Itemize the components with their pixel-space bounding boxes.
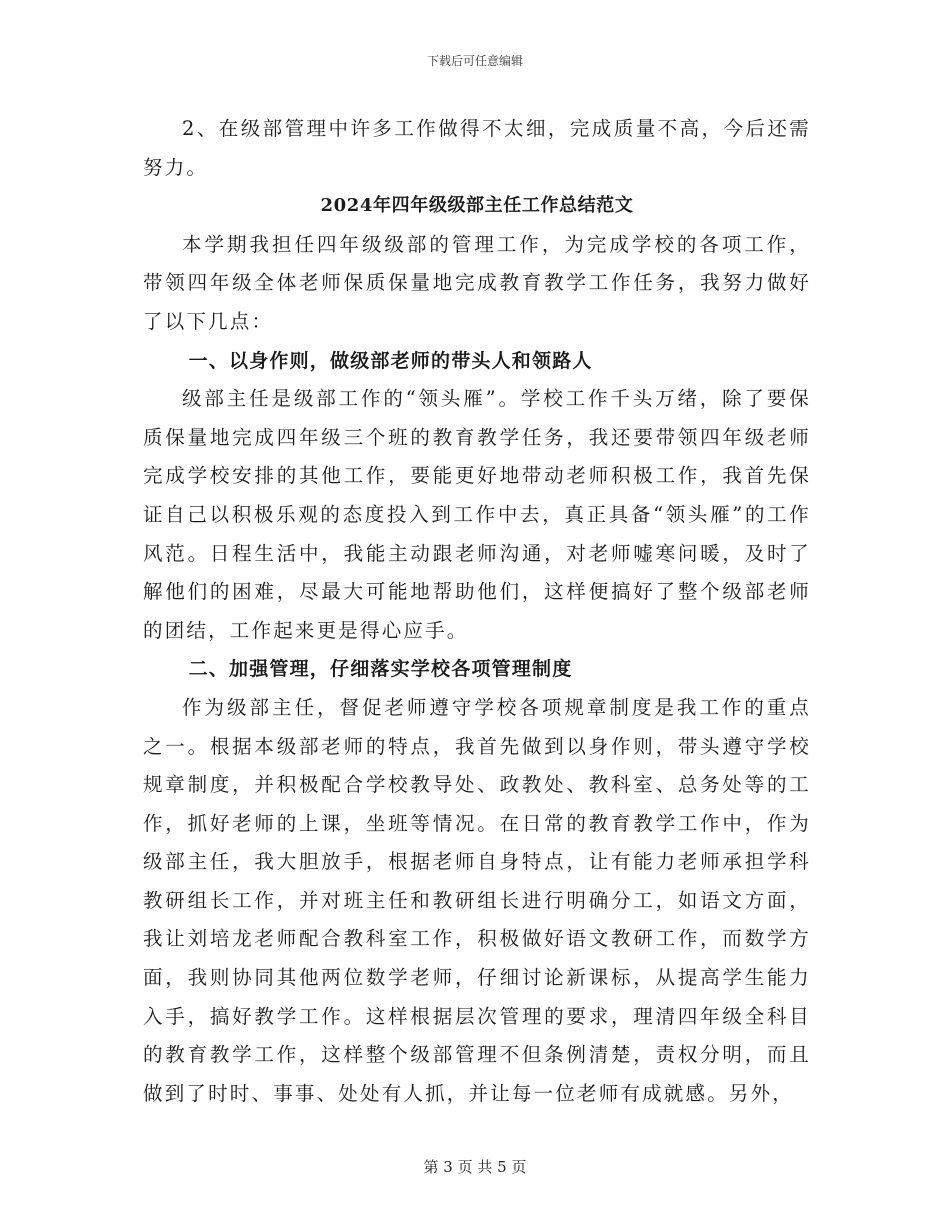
page-footer: 第 3 页 共 5 页	[423, 1158, 527, 1176]
paragraph-3: 作为级部主任，督促老师遵守学校各项规章制度是我工作的重点之一。根据本级部老师的特点，我首先做到以身作则，带头遵守学校规章制度，并积极配合学校教导处、政教处、教科室、总务处等的工作，抓好老师的上课，坐班等情况。在日常的教育教学工作中，作为级部主任，我大胆放手，根据老师自身特点，让有能力老师承担学科教研组长工作，并对班主任和教研组长进行明确分工，如语文方面，我让刘培龙老师配合教科室工作，积极做好语文教研工作，而数学方面，我则协同其他两位数学老师，仔细讨论新课标，从提高学生能力入手，搞好教学工作。这样根据层次管理的要求，理清四年级全科目的教育教学工作，这样整个级部管理不但条例清楚，责权分明，而且做到了时时、事事、处处有人抓，并让每一位老师有成就感。另外，	[143, 695, 811, 1105]
document-body	[143, 110, 811, 1113]
section-heading-2: 二、加强管理，仔细落实学校各项管理制度	[188, 658, 573, 681]
section-heading-1: 一、以身作则，做级部老师的带头人和领路人	[188, 349, 593, 372]
document-title: 2024年四年级级部主任工作总结范文	[320, 195, 634, 217]
paragraph-1: 本学期我担任四年级级部的管理工作，为完成学校的各项工作，带领四年级全体老师保质保量地完成教育教学工作任务，我努力做好了以下几点：	[143, 232, 811, 333]
page-header: 下载后可任意编辑	[426, 54, 523, 68]
intro-paragraph: 2、在级部管理中许多工作做得不太细，完成质量不高，今后还需努力。	[143, 117, 811, 179]
paragraph-2: 级部主任是级部工作的“领头雁”。学校工作千头万绪，除了要保质保量地完成四年级三个班的教育教学任务，我还要带领四年级老师完成学校安排的其他工作，要能更好地带动老师积极工作，我首先保证自己以积极乐观的态度投入到工作中去，真正具备“领头雁”的工作风范。日程生活中，我能主动跟老师沟通，对老师嘘寒问暖，及时了解他们的困难，尽最大可能地帮助他们，这样便搞好了整个级部老师的团结，工作起来更是得心应手。	[143, 387, 811, 642]
